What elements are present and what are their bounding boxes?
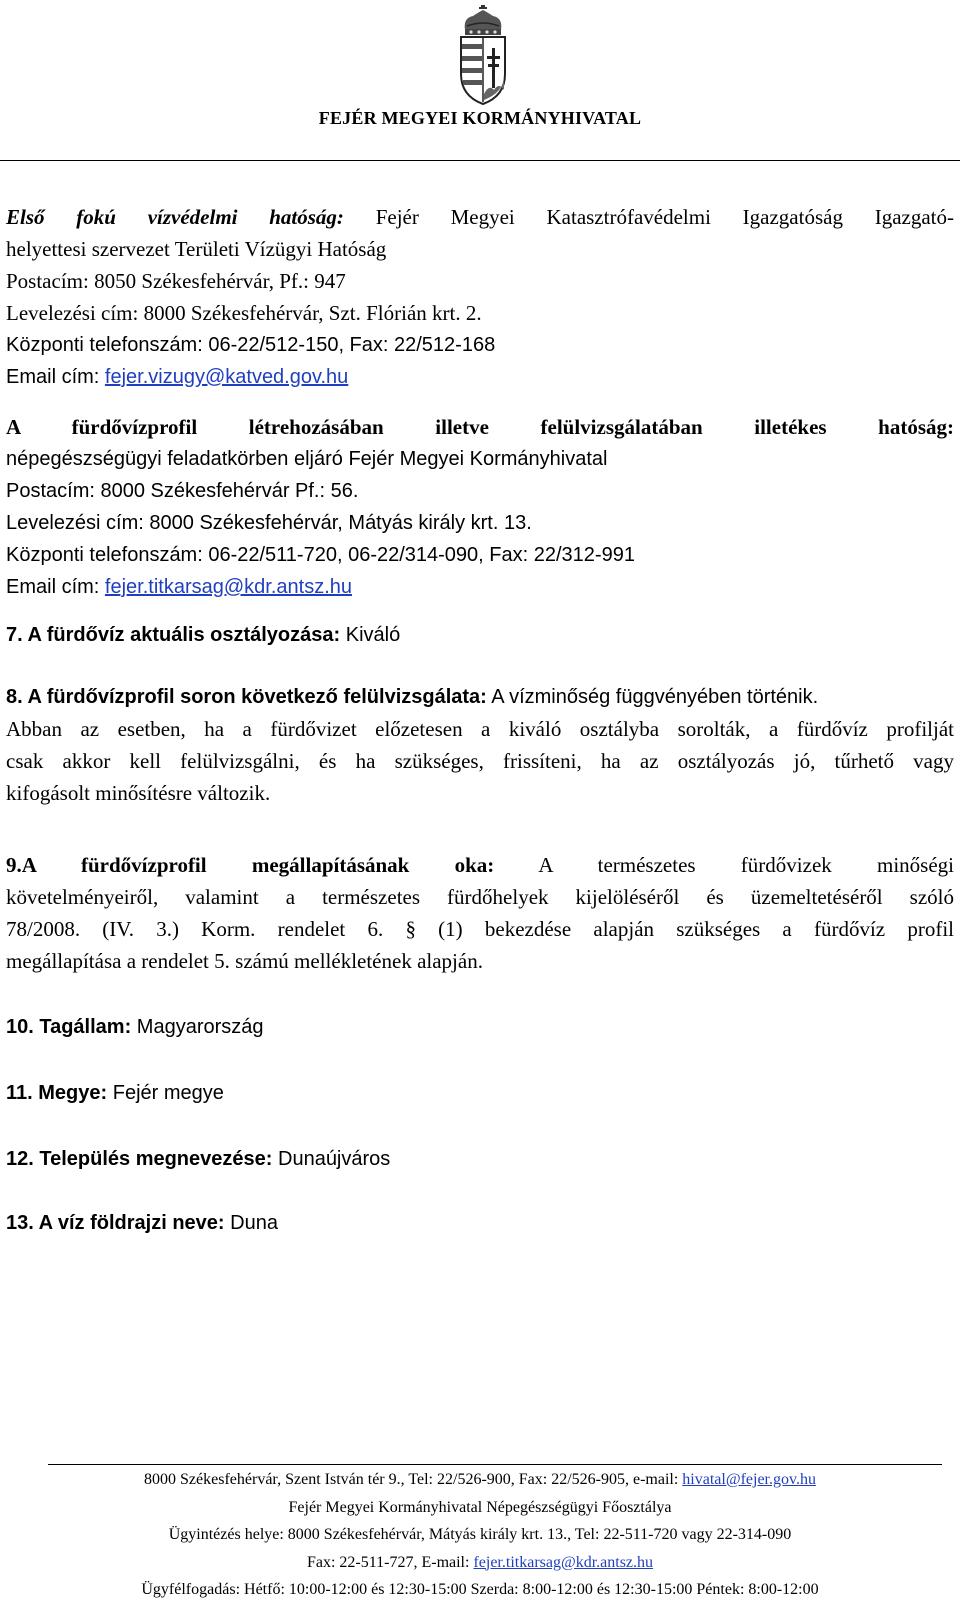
section-8-line4: kifogásolt minősítésre változik. [6, 781, 271, 805]
water-authority-name: Fejér Megyei Katasztrófavédelmi Igazgatóság Igazgató- [375, 205, 954, 229]
section-7-value: Kiváló [345, 624, 401, 646]
section-9 [6, 849, 954, 977]
footer-line4 [0, 1549, 960, 1577]
water-authority-label: Első fokú vízvédelmi hatóság: [6, 205, 344, 229]
health-authority-mailing: Levelezési cím: 8000 Székesfehérvár, Mátyás király krt. 13. [6, 512, 532, 534]
section-11-value: Fejér megye [112, 1082, 224, 1104]
section-7 [6, 619, 954, 651]
section-10 [6, 1011, 954, 1043]
email-label: Email cím: [6, 366, 100, 388]
footer-email-link-titkarsag[interactable]: fejer.titkarsag@kdr.antsz.hu [473, 1553, 654, 1571]
water-authority-postal: Postacím: 8050 Székesfehérvár, Pf.: 947 [6, 269, 346, 293]
section-8-line2: Abban az esetben, ha a fürdővizet előzetesen a kiváló osztályba sorolták, a fürdővíz profilját [6, 717, 954, 741]
water-authority-email-link[interactable]: fejer.vizugy@katved.gov.hu [104, 366, 349, 388]
water-authority-line2: helyettesi szervezet Területi Vízügyi Hatóság [6, 237, 387, 261]
health-authority-heading: A fürdővízprofil létrehozásában illetve felülvizsgálatában illetékes hatóság: [6, 415, 954, 439]
footer-line2: Fejér Megyei Kormányhivatal Népegészségügyi Főosztálya [288, 1498, 672, 1516]
footer-fax: Fax: 22-511-727, E-mail: [306, 1553, 470, 1571]
health-authority-line1 [6, 411, 954, 443]
footer-line5: Ügyfélfogadás: Hétfő: 10:00-12:00 és 12:30-15:00 Szerda: 8:00-12:00 és 12:30-15:00 Péntek: 8:00-12:00 [141, 1581, 819, 1598]
section-9-line2: követelményeiről, valamint a természetes fürdőhelyek kijelöléséről és üzemeltetéséről szóló [6, 885, 954, 909]
health-authority-phone: Központi telefonszám: 06-22/511-720, 06-22/314-090, Fax: 22/312-991 [6, 544, 635, 566]
health-authority-email-line [6, 571, 954, 603]
section-12 [6, 1143, 954, 1175]
section-7-label: 7. A fürdővíz aktuális osztályozása: [6, 624, 341, 646]
section-9-line4: megállapítása a rendelet 5. számú mellékletének alapján. [6, 949, 483, 973]
section-9-label: 9.A fürdővízprofil megállapításának oka: [6, 853, 495, 877]
section-12-value: Dunaújváros [278, 1148, 391, 1170]
section-13-label: 13. A víz földrajzi neve: [6, 1212, 225, 1234]
section-8-value: A vízminőség függvényében történik. [491, 686, 819, 708]
water-authority-phone: Központi telefonszám: 06-22/512-150, Fax: 22/512-168 [6, 334, 496, 356]
header-divider [0, 160, 960, 161]
agency-name: FEJÉR MEGYEI KORMÁNYHIVATAL [318, 108, 642, 128]
footer-email-link-hivatal[interactable]: hivatal@fejer.gov.hu [682, 1471, 816, 1488]
health-authority-postal: Postacím: 8000 Székesfehérvár Pf.: 56. [6, 480, 359, 502]
water-authority-mailing: Levelezési cím: 8000 Székesfehérvár, Szt. Flórián krt. 2. [6, 301, 482, 325]
section-11 [6, 1077, 954, 1109]
footer-line1 [0, 1466, 960, 1494]
footer-line3: Ügyintézés helye: 8000 Székesfehérvár, Mátyás király krt. 13., Tel: 22-511-720 vagy 22-314-090 [168, 1526, 792, 1543]
footer-address: 8000 Székesfehérvár, Szent István tér 9., Tel: 22/526-900, Fax: 22/526-905, e-mail: [144, 1471, 679, 1488]
section-9-value: A természetes fürdővizek minőségi [538, 853, 955, 877]
document-body [6, 201, 954, 1239]
section-9-line3: 78/2008. (IV. 3.) Korm. rendelet 6. § (1) bekezdése alapján szükséges a fürdővíz profil [6, 917, 954, 941]
section-9-line1 [6, 849, 954, 881]
water-authority-section [6, 201, 954, 393]
section-11-label: 11. Megye: [6, 1082, 108, 1104]
section-10-label: 10. Tagállam: [6, 1016, 132, 1038]
email-label: Email cím: [6, 576, 100, 598]
section-12-label: 12. Település megnevezése: [6, 1148, 273, 1170]
health-authority-email-link[interactable]: fejer.titkarsag@kdr.antsz.hu [104, 576, 352, 598]
water-authority-email-line [6, 361, 954, 393]
section-8-label: 8. A fürdővízprofil soron következő felülvizsgálata: [6, 686, 487, 708]
footer-divider [48, 1464, 942, 1465]
section-8-line3: csak akkor kell felülvizsgálni, és ha szükséges, frissíteni, ha az osztályozás jó, tűrhető vagy [6, 749, 954, 773]
section-8-line1 [6, 681, 954, 713]
water-authority-line1 [6, 201, 954, 233]
section-13 [6, 1207, 954, 1239]
health-authority-line2: népegészségügyi feladatkörben eljáró Fejér Megyei Kormányhivatal [6, 448, 608, 470]
section-10-value: Magyarország [136, 1016, 264, 1038]
health-authority-section [6, 411, 954, 603]
section-13-value: Duna [230, 1212, 278, 1234]
footer [0, 1466, 960, 1604]
coat-of-arms-icon [455, 4, 511, 106]
section-8 [6, 681, 954, 809]
